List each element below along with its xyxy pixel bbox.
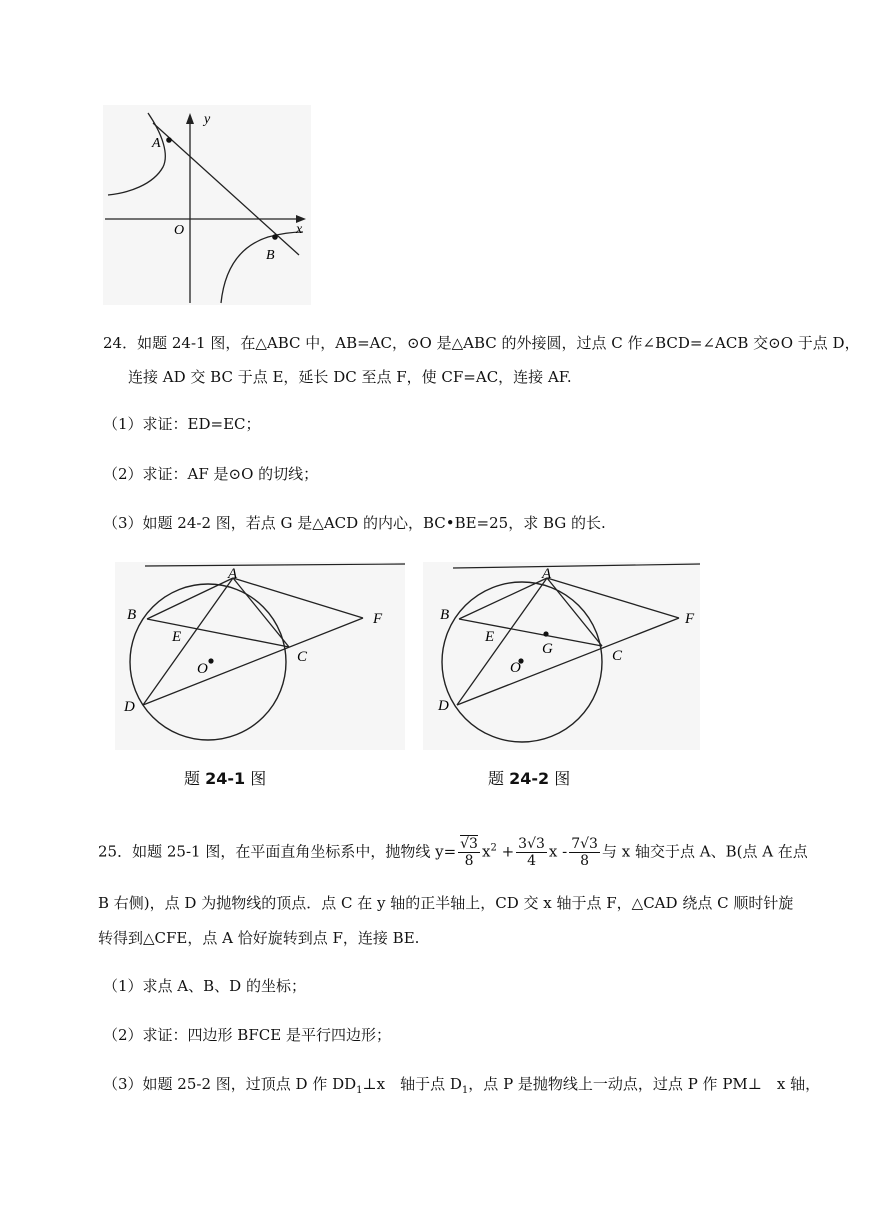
q24-intro-line2: 连接 AD 交 BC 于点 E，延长 DC 至点 F，使 CF=AC，连接 AF. [128, 368, 572, 386]
label-g: G [542, 641, 553, 657]
segment-af [547, 578, 679, 618]
label-a: A [152, 136, 161, 151]
q24-part2: （2）求证：AF 是⊙O 的切线； [103, 465, 319, 483]
label-a: A [542, 566, 552, 582]
label-f: F [373, 611, 383, 627]
point-a [166, 137, 172, 143]
figure-24-2 [423, 562, 700, 750]
point-o [208, 658, 213, 663]
circle-o [130, 584, 286, 740]
segment-bc [459, 619, 602, 646]
figure-hyperbola [103, 105, 311, 305]
segment-ab [147, 578, 233, 619]
q24-part3: （3）如题 24-2 图，若点 G 是△ACD 的内心，BC•BE=25，求 BG 的长. [103, 514, 606, 532]
label-b: B [266, 248, 275, 263]
label-a: A [228, 566, 238, 582]
label-o: O [197, 661, 208, 677]
q24-part1: （1）求证：ED=EC； [103, 415, 261, 433]
hyperbola-branch-left [108, 113, 165, 195]
q24-intro-line1: 24．如题 24-1 图，在△ABC 中，AB=AC，⊙O 是△ABC 的外接圆，过点 C 作∠BCD=∠ACB 交⊙O 于点 D， [103, 334, 860, 352]
point-b [272, 234, 278, 240]
segment-ad [143, 578, 233, 705]
q25-part2: （2）求证：四边形 BFCE 是平行四边形； [103, 1026, 391, 1044]
segment-bc [147, 619, 289, 647]
figure-24-1 [115, 562, 405, 750]
figure-24-2-caption: 题 24-2 图 [488, 769, 571, 788]
label-e: E [172, 629, 182, 645]
fraction-3: $\frac{7√3}{8}$ [571, 836, 598, 869]
label-o: O [510, 660, 521, 676]
q25-intro-line1: 25．如题 25-1 图，在平面直角坐标系中，抛物线 y= $\frac{√3}{8}$ $x^2$ + $\frac{3√3}{4}$ x - $\frac{7√3}{8}$ 与 x 轴交于点 A、B(点 A 在点 [98, 836, 808, 869]
label-c: C [297, 649, 308, 665]
label-d: D [124, 699, 135, 715]
q25-part3: （3）如题 25-2 图，过顶点 D 作 $DD_1\perp x$ 轴于点 $D_1$，点 P 是抛物线上一动点，过点 P 作 PM⊥ x 轴， [103, 1075, 821, 1096]
hyperbola-branch-right [221, 232, 303, 303]
label-b: B [440, 607, 450, 623]
y-axis-arrow [186, 113, 194, 124]
point-g [543, 631, 548, 636]
label-y: y [204, 112, 211, 127]
label-e: E [485, 629, 495, 645]
label-c: C [612, 648, 623, 664]
label-d: D [438, 698, 449, 714]
label-o: O [174, 223, 185, 238]
figure-24-1-caption: 题 24-1 图 [184, 769, 267, 788]
label-b: B [127, 607, 137, 623]
segment-ac [233, 578, 289, 647]
label-x: x [296, 222, 303, 237]
q25-intro-line3: 转得到△CFE，点 A 恰好旋转到点 F，连接 BE. [98, 929, 420, 947]
label-f: F [685, 611, 695, 627]
segment-ad [457, 578, 547, 705]
q25-part1: （1）求点 A、B、D 的坐标； [103, 977, 306, 995]
fraction-2: $\frac{3√3}{4}$ [518, 836, 545, 869]
fraction-1: $\frac{√3}{8}$ [460, 836, 478, 869]
segment-ac [547, 578, 602, 646]
q25-intro-line2: B 右侧)，点 D 为抛物线的顶点．点 C 在 y 轴的正半轴上，CD 交 x 轴于点 F，△CAD 绕点 C 顺时针旋 [98, 894, 794, 912]
